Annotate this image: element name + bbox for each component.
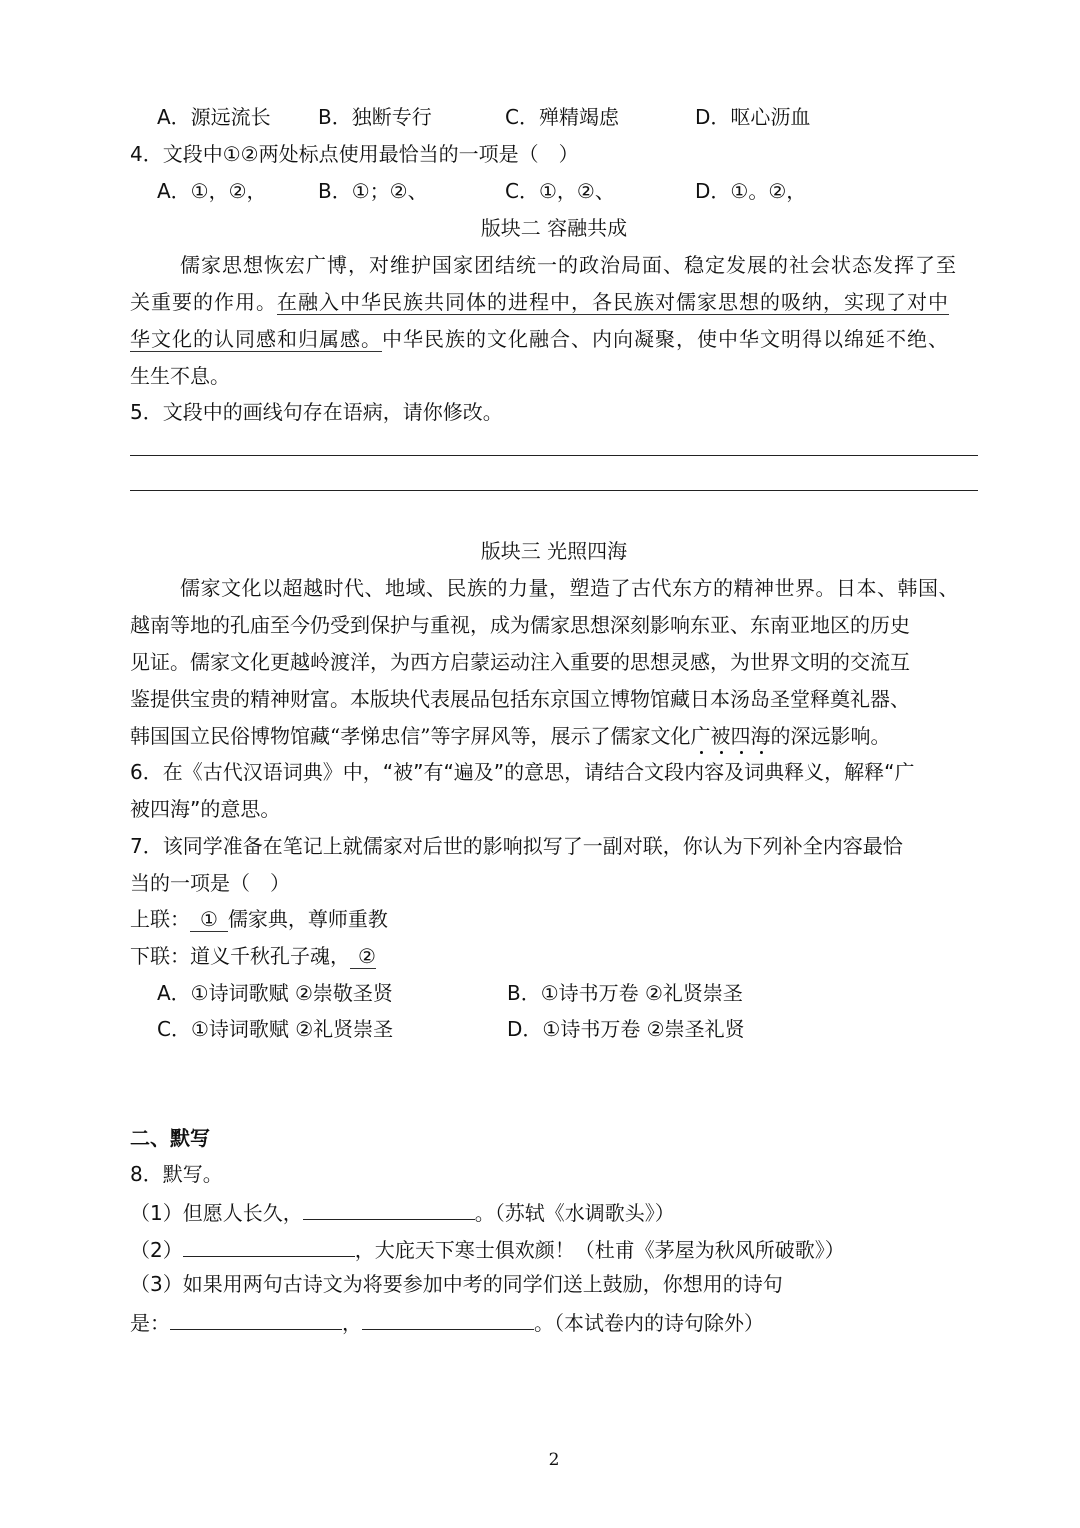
q3-option-c: C．殚精竭虑 bbox=[505, 105, 619, 129]
upper-blank: ① bbox=[190, 907, 228, 932]
fill-blank[interactable] bbox=[303, 1197, 475, 1220]
q8-3-mid: ， bbox=[342, 1311, 362, 1335]
upper-text: 儒家典，尊师重教 bbox=[227, 907, 388, 931]
answer-line-2[interactable] bbox=[130, 490, 978, 491]
q3-option-a: A．源远流长 bbox=[157, 105, 271, 129]
couplet-lower bbox=[130, 942, 376, 970]
q3-option-b: B．独断专行 bbox=[318, 105, 432, 129]
section2-line2 bbox=[130, 288, 949, 316]
section3-title: 版块三 光照四海 bbox=[480, 539, 628, 563]
fill-blank[interactable] bbox=[362, 1307, 534, 1330]
section2-line4: 生生不息。 bbox=[130, 364, 230, 388]
q8-1 bbox=[130, 1197, 675, 1225]
q8-stem: 8．默写。 bbox=[130, 1162, 223, 1186]
q4-option-b: B．①；②、 bbox=[318, 179, 428, 203]
upper-label: 上联： bbox=[130, 907, 190, 931]
section2-title: 版块二 容融共成 bbox=[480, 216, 628, 240]
section2-line3-post: 中华民族的文化融合、内向凝聚，使中华文明得以绵延不绝、 bbox=[382, 327, 949, 351]
q8-1-post: 。（苏轼《水调歌头》） bbox=[474, 1201, 675, 1225]
q8-2-pre: （2） bbox=[130, 1238, 183, 1262]
q7-stem-line2: 当的一项是（ ） bbox=[130, 871, 290, 895]
q4-option-a: A．①，②， bbox=[157, 179, 267, 203]
underlined-sentence-part2: 华文化的认同感和归属感。 bbox=[130, 327, 382, 351]
q5-stem: 5．文段中的画线句存在语病，请你修改。 bbox=[130, 400, 503, 424]
section2-line3 bbox=[130, 325, 949, 353]
answer-line-1[interactable] bbox=[130, 455, 978, 456]
section2-line1: 儒家思想恢宏广博，对维护国家团结统一的政治局面、稳定发展的社会状态发挥了至 bbox=[180, 253, 957, 277]
part2-heading: 二、默写 bbox=[130, 1126, 210, 1150]
q8-3-line1: （3）如果用两句古诗文为将要参加中考的同学们送上鼓励，你想用的诗句 bbox=[130, 1272, 783, 1296]
section3-line5 bbox=[130, 722, 890, 750]
section3-line2: 越南等地的孔庙至今仍受到保护与重视，成为儒家思想深刻影响东亚、东南亚地区的历史 bbox=[130, 613, 910, 637]
section3-line5-post: 的深远影响。 bbox=[770, 724, 891, 748]
section3-line5-pre: 韩国国立民俗博物馆藏“孝悌忠信”等字屏风等，展示了儒家文化 bbox=[130, 724, 691, 748]
q8-2 bbox=[130, 1234, 845, 1262]
section2-line2-pre: 关重要的作用。 bbox=[130, 290, 277, 314]
q3-option-d: D．呕心沥血 bbox=[695, 105, 811, 129]
lower-label: 下联：道义千秋孔子魂， bbox=[130, 944, 350, 968]
emphasis-char: 广 bbox=[690, 724, 711, 748]
fill-blank[interactable] bbox=[170, 1307, 342, 1330]
fill-blank[interactable] bbox=[183, 1234, 355, 1257]
emphasis-char: 被 bbox=[710, 724, 731, 748]
q8-1-pre: （1）但愿人长久， bbox=[130, 1201, 303, 1225]
emphasis-char: 四 bbox=[730, 724, 751, 748]
q8-2-post: ，大庇天下寒士俱欢颜！（杜甫《茅屋为秋风所破歌》） bbox=[354, 1238, 845, 1262]
q4-option-c: C．①，②、 bbox=[505, 179, 615, 203]
section3-line4: 鉴提供宝贵的精神财富。本版块代表展品包括东京国立博物馆藏日本汤岛圣堂释奠礼器、 bbox=[130, 687, 910, 711]
q8-3-pre: 是： bbox=[130, 1311, 170, 1335]
page-number: 2 bbox=[548, 1450, 560, 1470]
lower-blank: ② bbox=[350, 944, 376, 969]
section3-line1: 儒家文化以超越时代、地域、民族的力量，塑造了古代东方的精神世界。日本、韩国、 bbox=[180, 576, 959, 600]
q7-option-c: C．①诗词歌赋 ②礼贤崇圣 bbox=[157, 1017, 394, 1041]
q7-option-b: B．①诗书万卷 ②礼贤崇圣 bbox=[507, 981, 743, 1005]
q7-stem-line1: 7．该同学准备在笔记上就儒家对后世的影响拟写了一副对联，你认为下列补全内容最恰 bbox=[130, 834, 903, 858]
q4-option-d: D．①。②， bbox=[695, 179, 807, 203]
q6-line2: 被四海”的意思。 bbox=[130, 797, 281, 821]
emphasis-char: 海 bbox=[750, 724, 771, 748]
q8-3-post: 。（本试卷内的诗句除外） bbox=[534, 1311, 764, 1335]
q6-line1: 6．在《古代汉语词典》中，“被”有“遍及”的意思，请结合文段内容及词典释义，解释“广 bbox=[130, 760, 915, 784]
underlined-sentence-part1: 在融入中华民族共同体的进程中，各民族对儒家思想的吸纳，实现了对中 bbox=[277, 290, 949, 314]
q4-stem: 4．文段中①②两处标点使用最恰当的一项是（ ） bbox=[130, 142, 579, 166]
q7-option-d: D．①诗书万卷 ②崇圣礼贤 bbox=[507, 1017, 745, 1041]
q8-3-line2 bbox=[130, 1307, 764, 1335]
couplet-upper bbox=[130, 905, 388, 933]
q7-option-a: A．①诗词歌赋 ②崇敬圣贤 bbox=[157, 981, 393, 1005]
section3-line3: 见证。儒家文化更越岭渡洋，为西方启蒙运动注入重要的思想灵感，为世界文明的交流互 bbox=[130, 650, 910, 674]
